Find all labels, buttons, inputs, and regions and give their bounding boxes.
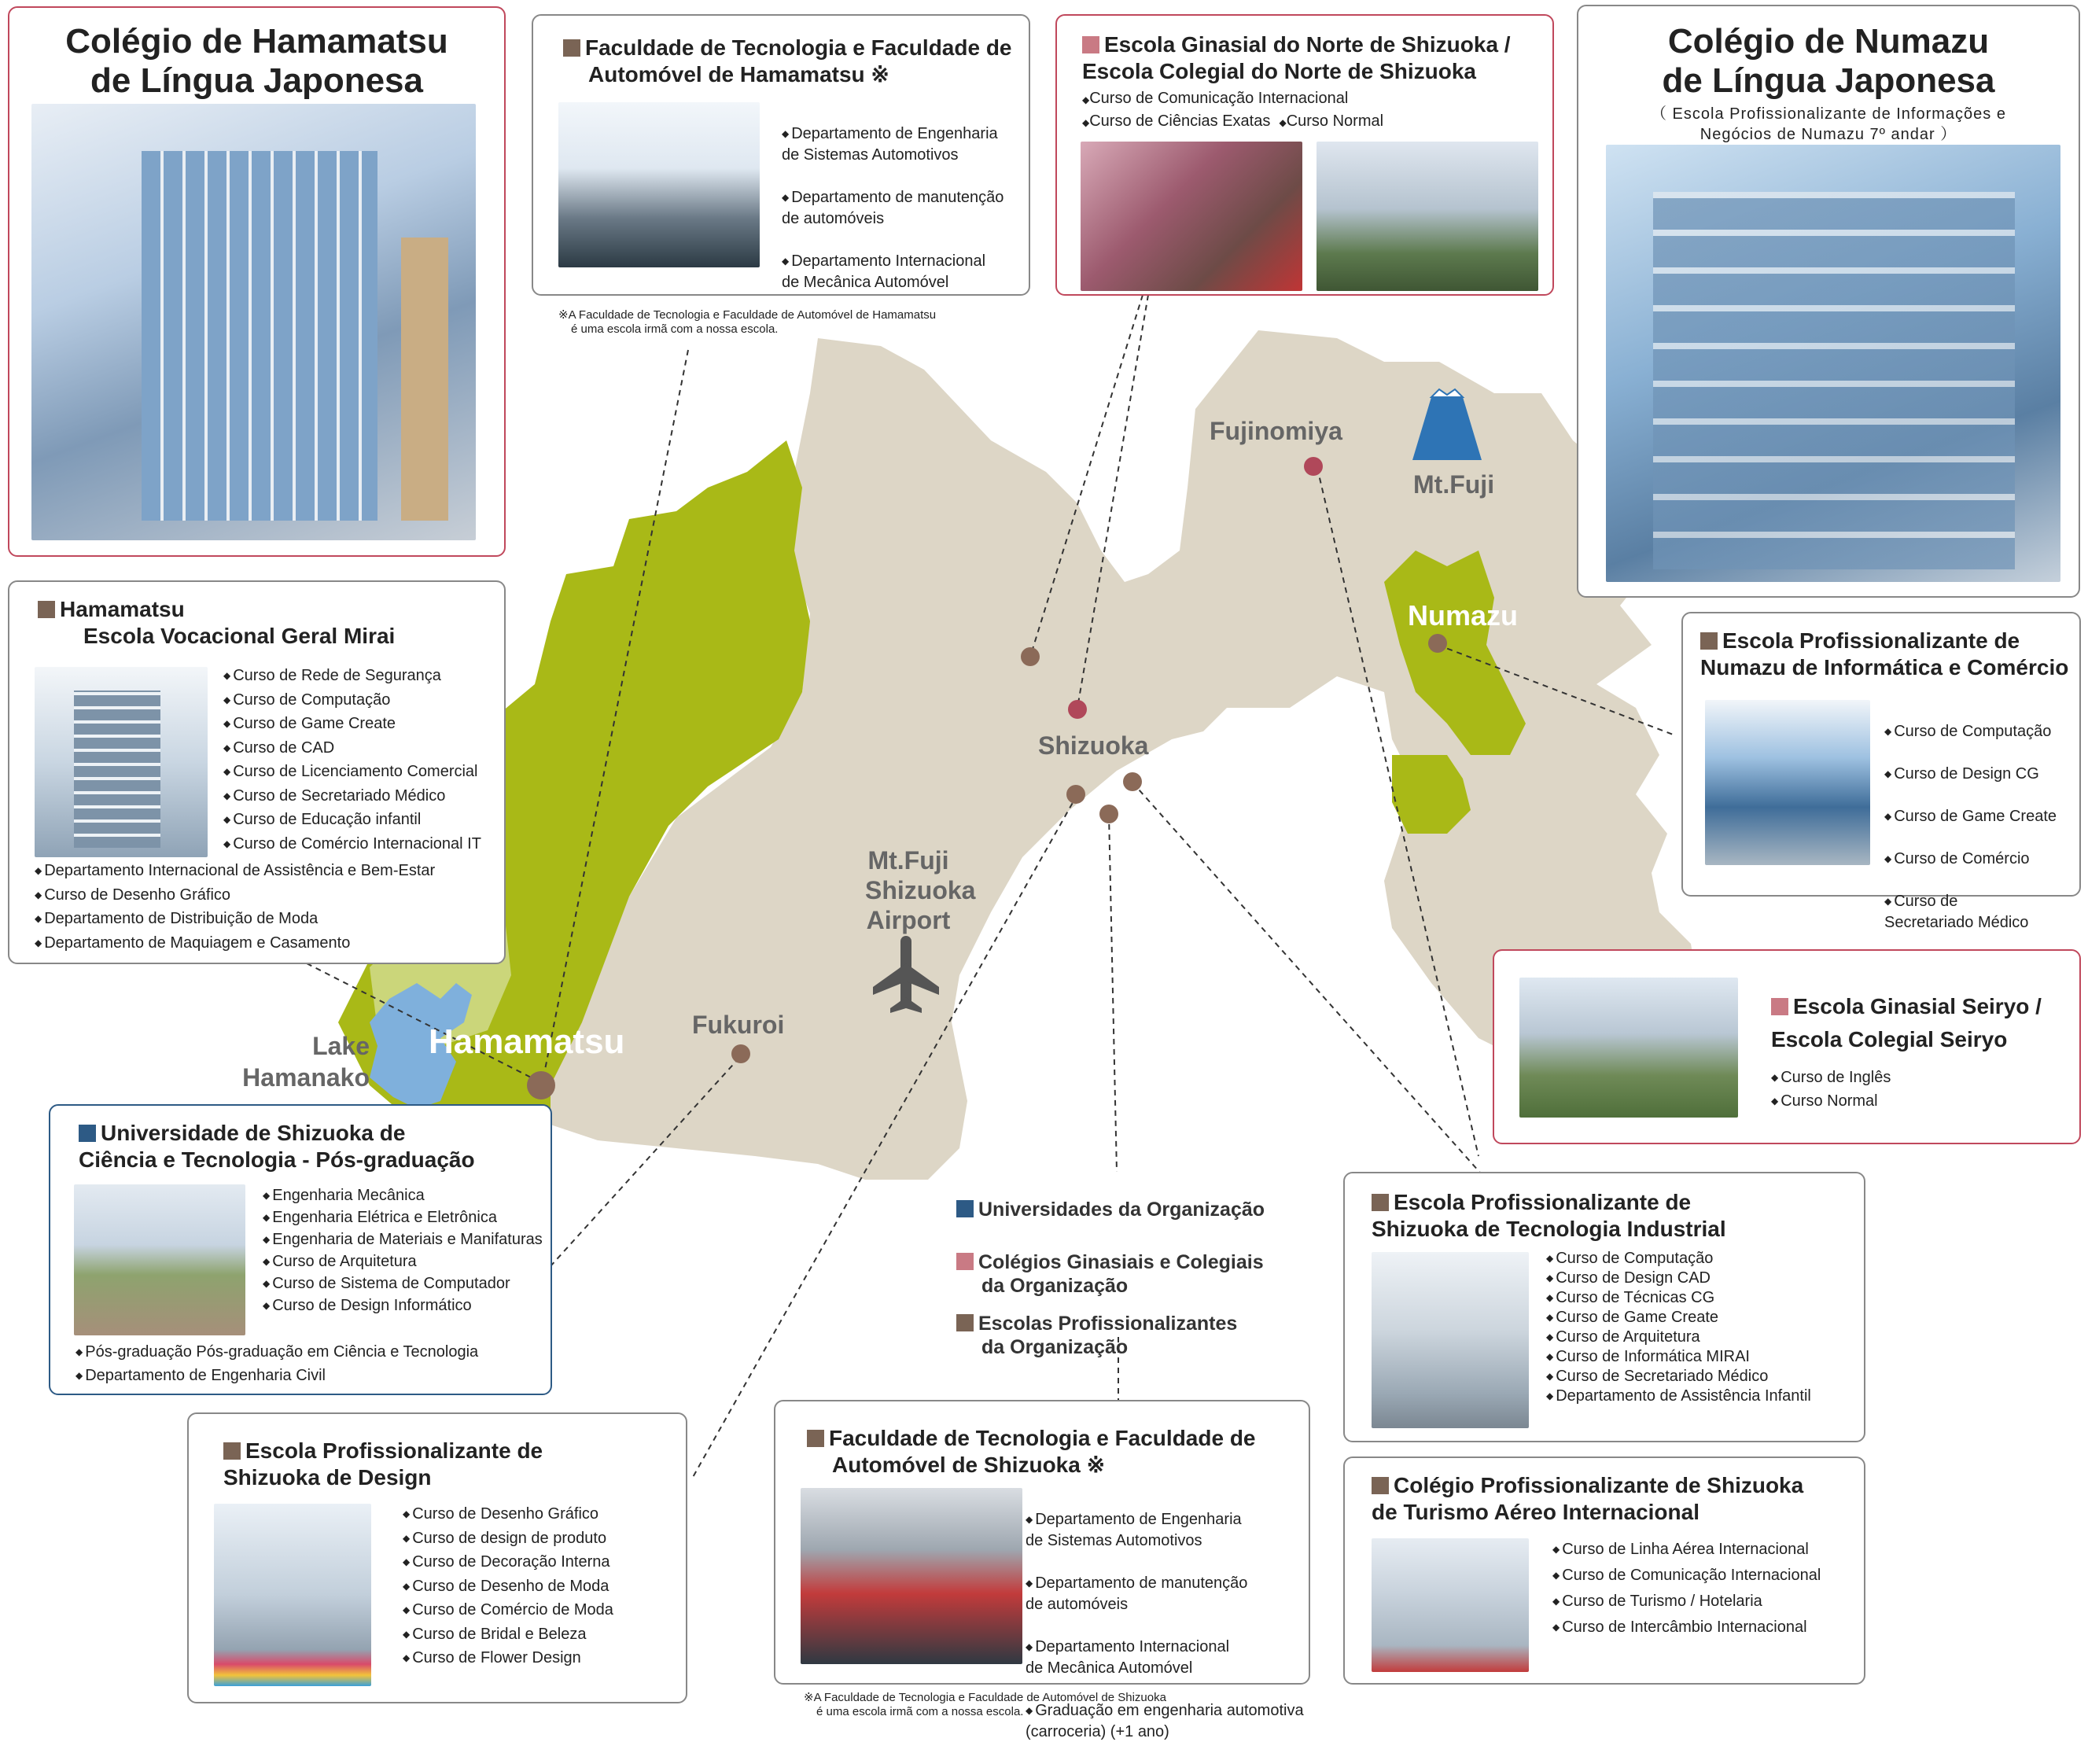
course-item: ◆ Departamento Internacional de Mecânica Automóvel — [1026, 1637, 1304, 1679]
label-shizuoka: Shizuoka — [1038, 731, 1149, 760]
card-mirai-school — [8, 580, 506, 964]
course-list — [223, 664, 481, 856]
vocational-marker-icon — [956, 1314, 974, 1331]
vocational-marker-icon — [1700, 632, 1718, 650]
course-item: ◆ Curso de Arquitetura — [1546, 1328, 1811, 1347]
postgrad-item: ◆ Pós-graduação Pós-graduação em Ciência e Tecnologia — [75, 1340, 478, 1364]
card-title: Faculdade de Tecnologia e Faculdade de Automóvel de Shizuoka ※ — [807, 1425, 1256, 1479]
course-item: ◆ Curso de Informática MIRAI — [1546, 1347, 1811, 1367]
course-item: Curso Normal — [1286, 112, 1384, 130]
label-mt-fuji: Mt.Fuji — [1413, 470, 1495, 499]
course-item: ◆ Curso de CAD — [223, 736, 481, 760]
course-item: ◆ Curso de Game Create — [1546, 1308, 1811, 1328]
department-item: ◆ Departamento de Distribuição de Moda — [35, 907, 435, 931]
course-item: ◆ Curso de design de produto — [403, 1526, 613, 1551]
card-title: Escola Ginasial do Norte de Shizuoka / Escola Colegial do Norte de Shizuoka — [1082, 32, 1511, 83]
course-item: ◆ Curso de Comércio Internacional IT — [223, 832, 481, 856]
card-title: Colégio de Numazu de Língua Japonesa — [1662, 22, 1995, 100]
course-item: ◆ Curso de Desenho de Moda — [403, 1574, 613, 1599]
course-item: ◆ Curso de Comunicação Internacional — [1552, 1563, 1821, 1589]
dot-shizuoka-1 — [1066, 785, 1085, 804]
card-hamamatsu-auto-college — [532, 14, 1030, 296]
vocational-marker-icon — [38, 601, 55, 618]
label-fujinomiya: Fujinomiya — [1210, 417, 1342, 445]
label-numazu: Numazu — [1408, 599, 1519, 632]
hamamatsu-auto-footnote: ※A Faculdade de Tecnologia e Faculdade de Automóvel de Hamamatsu é uma escola irmã com a nossa escola. — [558, 308, 937, 336]
building-photo — [1705, 700, 1870, 865]
label-airport: Mt.Fuji Shizuoka Airport — [865, 846, 976, 934]
course-item: ◆ Curso de Desenho Gráfico — [403, 1502, 613, 1526]
course-item: ◆ Curso de Arquitetura — [263, 1250, 543, 1272]
card-industrial-school — [1343, 1172, 1865, 1442]
course-item: ◆ Curso de Computação — [1546, 1249, 1811, 1269]
department-item: ◆ Departamento de Maquiagem e Casamento — [35, 931, 435, 956]
university-marker-icon — [956, 1200, 974, 1217]
shizuoka-auto-footnote: ※A Faculdade de Tecnologia e Faculdade de Automóvel de Shizuoka é uma escola irmã com a nossa escola. — [804, 1691, 1166, 1718]
legend-highschools: Colégios Ginasiais e Colegiais da Organização — [956, 1250, 1264, 1298]
card-title: Escola Ginasial Seiryo / Escola Colegial Seiryo — [1771, 994, 2042, 1051]
course-item: ◆ Curso de Intercâmbio Internacional — [1552, 1615, 1821, 1641]
card-title: Universidade de Shizuoka de Ciência e Tecnologia - Pós-graduação — [79, 1121, 475, 1172]
course-item: ◆ Curso de Linha Aérea Internacional — [1552, 1537, 1821, 1563]
course-item: ◆ Departamento de Assistência Infantil — [1546, 1387, 1811, 1406]
course-item: ◆ Curso de Comércio — [1884, 849, 2057, 870]
department-item: ◆ Curso de Desenho Gráfico — [35, 883, 435, 908]
card-hamamatsu-language-school — [8, 6, 506, 557]
course-item: ◆ Curso Normal — [1771, 1089, 1891, 1113]
course-item: ◆ Engenharia de Materiais e Manifaturas — [263, 1228, 543, 1250]
course-list — [1026, 1488, 1304, 1764]
vocational-marker-icon — [563, 39, 580, 57]
building-photo — [558, 102, 760, 267]
course-item: ◆ Engenharia Mecânica — [263, 1184, 543, 1206]
dot-shizuoka-2 — [1099, 805, 1118, 823]
course-item: ◆ Curso de Licenciamento Comercial — [223, 760, 481, 784]
dot-numazu — [1428, 634, 1447, 653]
course-list: ◆Curso de Comunicação Internacional ◆Curso de Ciências Exatas ◆Curso Normal — [1082, 90, 1384, 130]
course-list — [1552, 1537, 1821, 1641]
course-list — [263, 1184, 543, 1317]
department-item: ◆ Departamento Internacional de Assistência e Bem-Estar — [35, 859, 435, 883]
highschool-marker-icon — [1771, 998, 1788, 1015]
course-item: ◆ Curso de Computação — [223, 688, 481, 713]
building-photo — [31, 104, 476, 540]
workshop-photo — [801, 1488, 1022, 1664]
legend-vocational: Escolas Profissionalizantes da Organização — [956, 1312, 1237, 1359]
course-item: ◆ Departamento de Engenharia de Sistemas Automotivos — [782, 123, 1026, 166]
course-item: ◆ Departamento Internacional de Mecânica Automóvel — [782, 251, 1026, 293]
course-item: ◆ Curso de Rede de Segurança — [223, 664, 481, 688]
card-subtitle: （ Escola Profissionalizante de Informações e Negócios de Numazu 7º andar ） — [1651, 105, 2006, 143]
card-title: Faculdade de Tecnologia e Faculdade de Automóvel de Hamamatsu ※ — [563, 35, 1012, 88]
building-photo — [1606, 145, 2060, 582]
campus-photo-1 — [1081, 142, 1302, 291]
label-hamamatsu: Hamamatsu — [429, 1022, 625, 1061]
vocational-marker-icon — [1372, 1194, 1389, 1211]
card-numazu-language-school — [1577, 5, 2080, 598]
card-design-school — [187, 1412, 687, 1703]
legend-universities: Universidades da Organização — [956, 1198, 1265, 1221]
building-photo — [35, 667, 208, 857]
dot-fukuroi — [731, 1044, 750, 1063]
course-item: ◆ Curso de Inglês — [1771, 1066, 1891, 1089]
course-item: ◆ Curso de Decoração Interna — [403, 1550, 613, 1574]
course-item: ◆ Curso de Game Create — [1884, 806, 2057, 827]
course-item: ◆ Curso de Secretariado Médico — [1546, 1367, 1811, 1387]
course-list — [782, 102, 1026, 315]
dot-fujinomiya — [1304, 457, 1323, 476]
course-list — [1771, 1066, 1891, 1113]
course-item: Curso de Comunicação Internacional — [1089, 90, 1349, 107]
course-list — [1546, 1249, 1811, 1406]
course-item: Curso de Ciências Exatas — [1089, 112, 1271, 130]
card-title: Hamamatsu Escola Vocacional Geral Mirai — [38, 596, 395, 650]
dot-shizuoka-north-b — [1068, 700, 1087, 719]
course-item: ◆ Curso de Secretariado Médico — [223, 784, 481, 808]
highschool-marker-icon — [1082, 36, 1099, 53]
course-item: ◆ Curso de Flower Design — [403, 1646, 613, 1670]
university-marker-icon — [79, 1125, 96, 1142]
building-photo — [1372, 1538, 1529, 1672]
course-item: ◆ Curso de Secretariado Médico — [1884, 891, 2057, 934]
campus-photo — [1519, 978, 1738, 1118]
card-title: Colégio de Hamamatsu de Língua Japonesa — [65, 22, 448, 100]
campus-photo — [74, 1184, 245, 1335]
card-numazu-info-school — [1681, 612, 2081, 931]
course-item: ◆ Curso de Comércio de Moda — [403, 1598, 613, 1622]
dot-shizuoka-north-a — [1021, 647, 1040, 666]
course-item: ◆ Curso de Design CG — [1884, 764, 2057, 785]
dot-hamamatsu — [527, 1071, 555, 1099]
label-fukuroi: Fukuroi — [692, 1011, 785, 1039]
highschool-marker-icon — [956, 1253, 974, 1270]
vocational-marker-icon — [807, 1430, 824, 1447]
card-university — [49, 1104, 552, 1395]
course-item: ◆ Curso de Educação infantil — [223, 808, 481, 832]
card-north-shizuoka-school — [1055, 14, 1554, 296]
course-item: ◆ Curso de Game Create — [223, 712, 481, 736]
campus-photo-2 — [1317, 142, 1538, 291]
course-item: ◆ Engenharia Elétrica e Eletrônica — [263, 1206, 543, 1228]
course-item: ◆ Departamento de manutenção de automóveis — [782, 187, 1026, 230]
course-item: ◆ Curso de Técnicas CG — [1546, 1288, 1811, 1308]
building-photo — [1372, 1252, 1529, 1428]
card-title: Escola Profissionalizante de Shizuoka de Design — [223, 1438, 543, 1490]
course-item: ◆ Curso de Design CAD — [1546, 1269, 1811, 1288]
card-title: Colégio Profissionalizante de Shizuoka de Turismo Aéreo Internacional — [1372, 1473, 1804, 1524]
card-title: Escola Profissionalizante de Shizuoka de Tecnologia Industrial — [1372, 1190, 1726, 1241]
card-seiryo-school — [1493, 949, 2081, 1144]
postgrad-item: ◆ Departamento de Engenharia Civil — [75, 1364, 478, 1387]
card-aero-tourism-school — [1343, 1456, 1865, 1685]
card-title: Escola Profissionalizante de Numazu de Informática e Comércio — [1700, 628, 2069, 679]
course-item: ◆ Curso de Bridal e Beleza — [403, 1622, 613, 1647]
dot-shizuoka-3 — [1123, 772, 1142, 791]
course-item: ◆ Curso de Sistema de Computador — [263, 1272, 543, 1294]
course-item: ◆ Departamento de Engenharia de Sistemas Automotivos — [1026, 1509, 1304, 1552]
vocational-marker-icon — [1372, 1477, 1389, 1494]
building-photo — [214, 1504, 371, 1686]
vocational-marker-icon — [223, 1442, 241, 1460]
course-item: ◆ Departamento de manutenção de automóveis — [1026, 1573, 1304, 1615]
course-item: ◆ Graduação em engenharia automotiva (carroceria) (+1 ano) — [1026, 1700, 1304, 1743]
department-list — [35, 859, 435, 955]
course-item: ◆ Curso de Turismo / Hotelaria — [1552, 1589, 1821, 1615]
course-item: ◆ Curso de Computação — [1884, 721, 2057, 742]
label-lake-hamanako: Lake Hamanako — [242, 1032, 370, 1092]
course-list — [403, 1502, 613, 1670]
course-item: ◆ Curso de Design Informático — [263, 1294, 543, 1317]
postgrad-list — [75, 1340, 478, 1387]
